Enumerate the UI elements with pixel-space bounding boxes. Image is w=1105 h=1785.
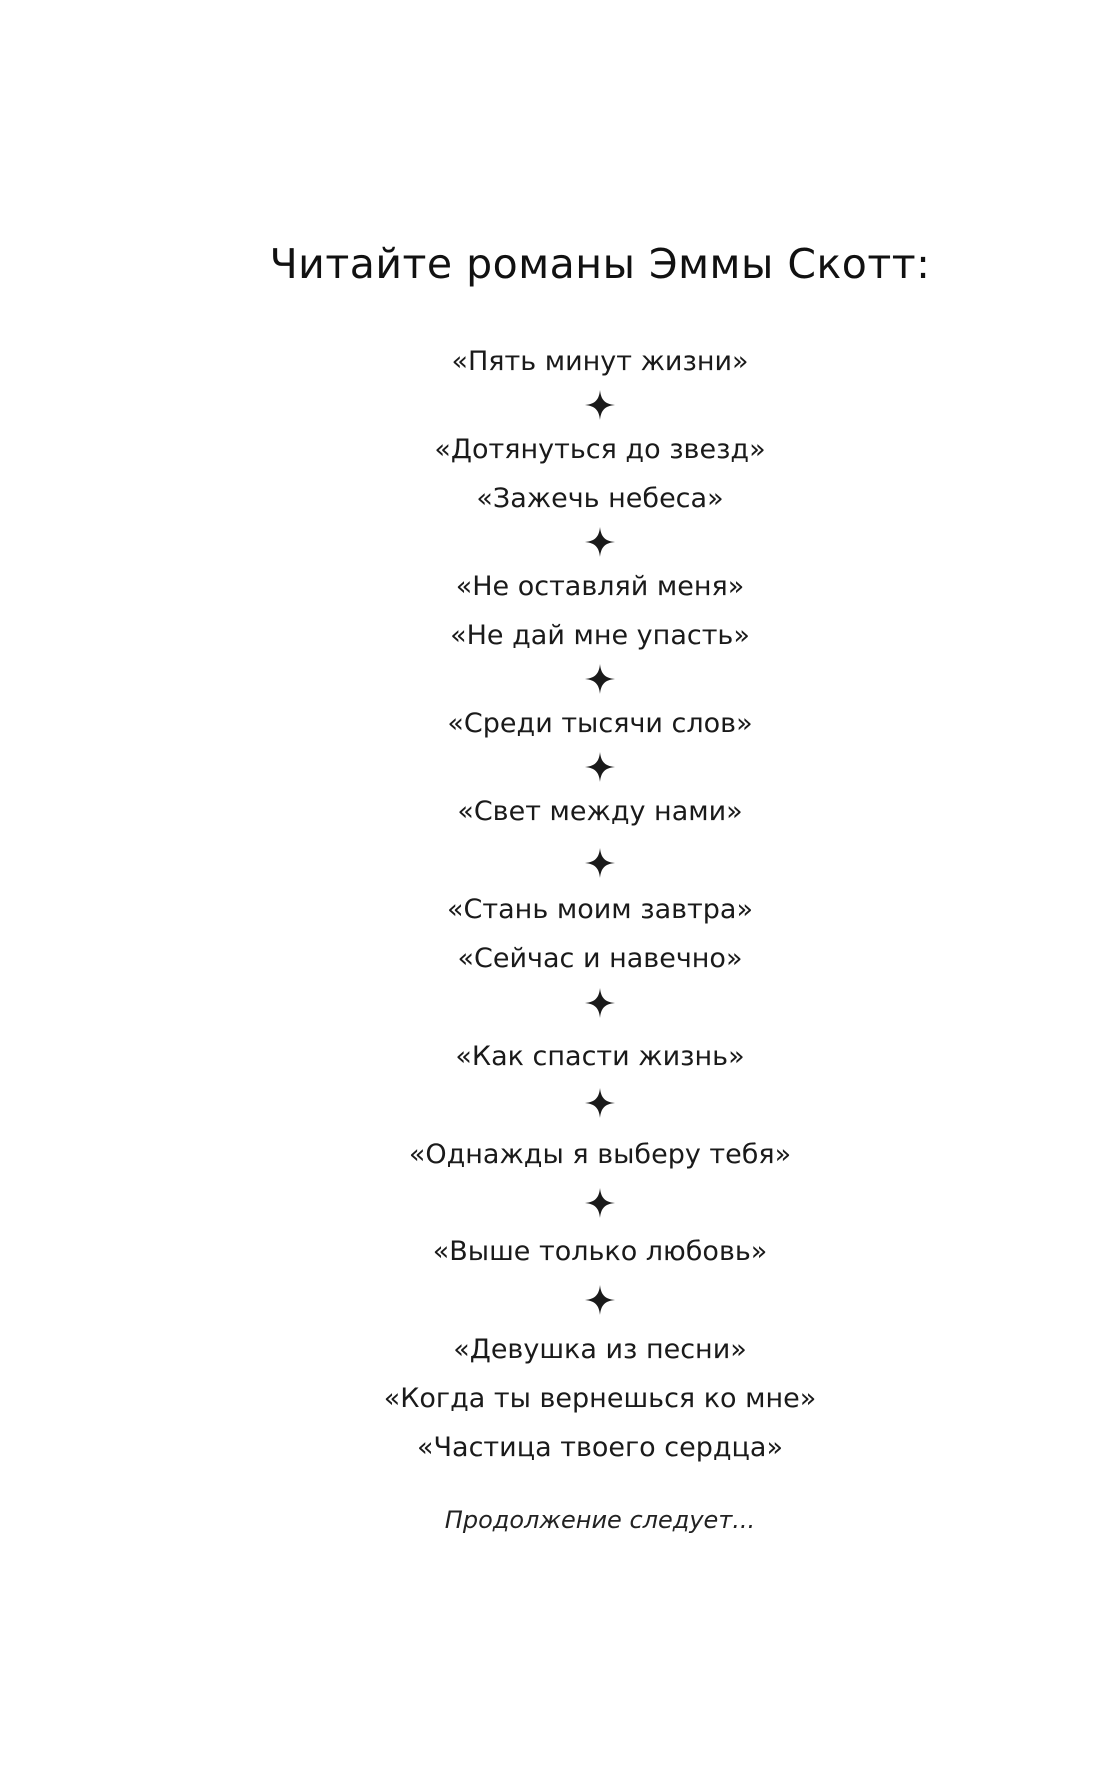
book-title: «Свет между нами» [457,796,743,827]
book-title: «Не дай мне упасть» [450,620,750,651]
continuation-note: Продолжение следует... [444,1506,756,1534]
four-point-star-icon [0,1285,1105,1319]
book-title: «Зажечь небеса» [476,483,724,514]
book-title: «Как спасти жизнь» [455,1041,745,1072]
four-point-star-icon [0,1088,1105,1122]
book-title: «Стань моим завтра» [447,894,753,925]
four-point-star-icon [0,1188,1105,1222]
book-title: «Частица твоего сердца» [417,1432,783,1463]
book-title: «Девушка из песни» [453,1334,747,1365]
four-point-star-icon [0,664,1105,698]
book-title: «Дотянуться до звезд» [434,434,766,465]
four-point-star-icon [0,527,1105,561]
four-point-star-icon [0,390,1105,424]
four-point-star-icon [0,848,1105,882]
book-title: «Сейчас и навечно» [457,943,743,974]
book-title: «Выше только любовь» [432,1236,768,1267]
book-title: «Однажды я выберу тебя» [408,1139,792,1170]
book-title: «Не оставляй меня» [455,571,745,602]
book-title: «Среди тысячи слов» [447,708,753,739]
page-title: Читайте романы Эммы Скотт: [269,240,931,288]
book-title: «Пять минут жизни» [451,346,749,377]
book-title: «Когда ты вернешься ко мне» [383,1383,817,1414]
four-point-star-icon [0,752,1105,786]
four-point-star-icon [0,988,1105,1022]
